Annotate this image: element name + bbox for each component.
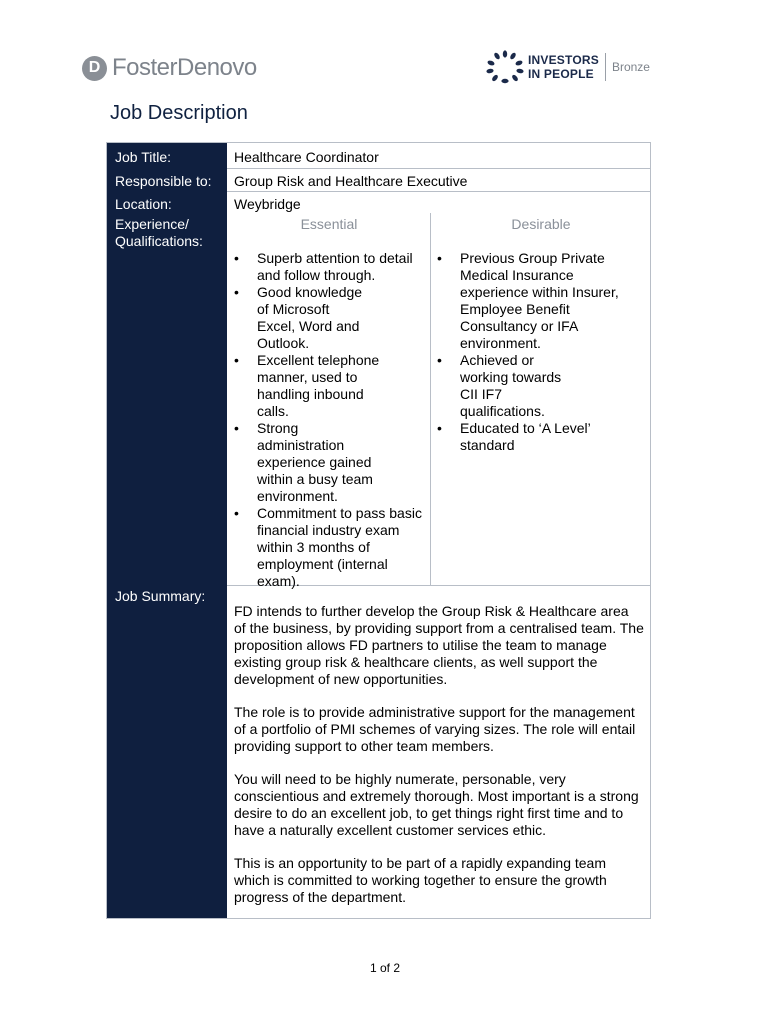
iip-level: Bronze <box>611 60 650 74</box>
summary-paragraph: FD intends to further develop the Group Risk & Healthcare area of the business, by providing support from a centralised team. The proposition allows FD partners to utilise the team to manage existing group risk & healthcare clients, as well support the development of new opportunities. <box>234 603 644 687</box>
responsible-to-label: Responsible to: <box>115 173 212 189</box>
job-summary-label: Job Summary: <box>115 588 206 604</box>
essential-item: • Excellent telephone manner, used to handling inbound calls. <box>228 352 387 420</box>
experience-label: Experience/ Qualifications: <box>115 216 203 249</box>
essential-item: • Good knowledge of Microsoft Excel, Word and Outlook. <box>228 284 367 352</box>
job-title-label: Job Title: <box>115 149 172 165</box>
investors-in-people-logo <box>486 50 650 84</box>
page-number: 1 of 2 <box>369 961 401 975</box>
desirable-item: • Educated to ‘A Level’ standard <box>431 420 610 454</box>
essential-item: • Commitment to pass basic financial industry exam within 3 months of employment (internal exam). <box>228 505 427 590</box>
label-column <box>107 143 227 918</box>
desirable-list <box>431 250 631 454</box>
row-divider <box>227 168 650 169</box>
wreath-icon <box>486 50 524 84</box>
essential-header: Essential <box>300 216 358 232</box>
job-title-value: Healthcare Coordinator <box>234 149 379 165</box>
job-summary-text <box>234 603 644 922</box>
responsible-to-value: Group Risk and Healthcare Executive <box>234 173 468 189</box>
desirable-header: Desirable <box>511 216 571 232</box>
summary-paragraph: This is an opportunity to be part of a rapidly expanding team which is committed to working together to ensure the growth progress of the department. <box>234 855 607 905</box>
document-title: Job Description <box>110 102 248 124</box>
essential-item: • Strong administration experience gained within a busy team environment. <box>228 420 387 505</box>
fosterdenovo-logo <box>82 54 257 82</box>
desirable-item: • Previous Group Private Medical Insurance experience within Insurer, Employee Benefit Consultancy or IFA environment. <box>431 250 630 352</box>
fd-logo-icon: D <box>82 56 107 81</box>
iip-line-2: IN PEOPLE <box>528 67 594 81</box>
fd-logo-text: FosterDenovo <box>112 54 257 81</box>
job-description-table <box>106 142 651 919</box>
iip-line-1: INVESTORS <box>528 53 599 67</box>
iip-wordmark <box>528 53 599 81</box>
row-divider <box>227 191 650 192</box>
location-value: Weybridge <box>234 196 301 212</box>
summary-paragraph: The role is to provide administrative support for the management of a portfolio of PMI schemes of varying sizes. The role will entail providing support to other team members. <box>234 704 636 754</box>
iip-divider <box>605 53 606 81</box>
summary-paragraph: You will need to be highly numerate, personable, very conscientious and extremely thorough. Most important is a strong desire to do an excellent job, to get things right first time and to have a naturally excellent customer services ethic. <box>234 771 639 838</box>
essential-list <box>228 250 426 590</box>
location-label: Location: <box>115 196 172 212</box>
essential-item: • Superb attention to detail and follow through. <box>228 250 426 284</box>
desirable-item: • Achieved or working towards CII IF7 qualifications. <box>431 352 575 420</box>
